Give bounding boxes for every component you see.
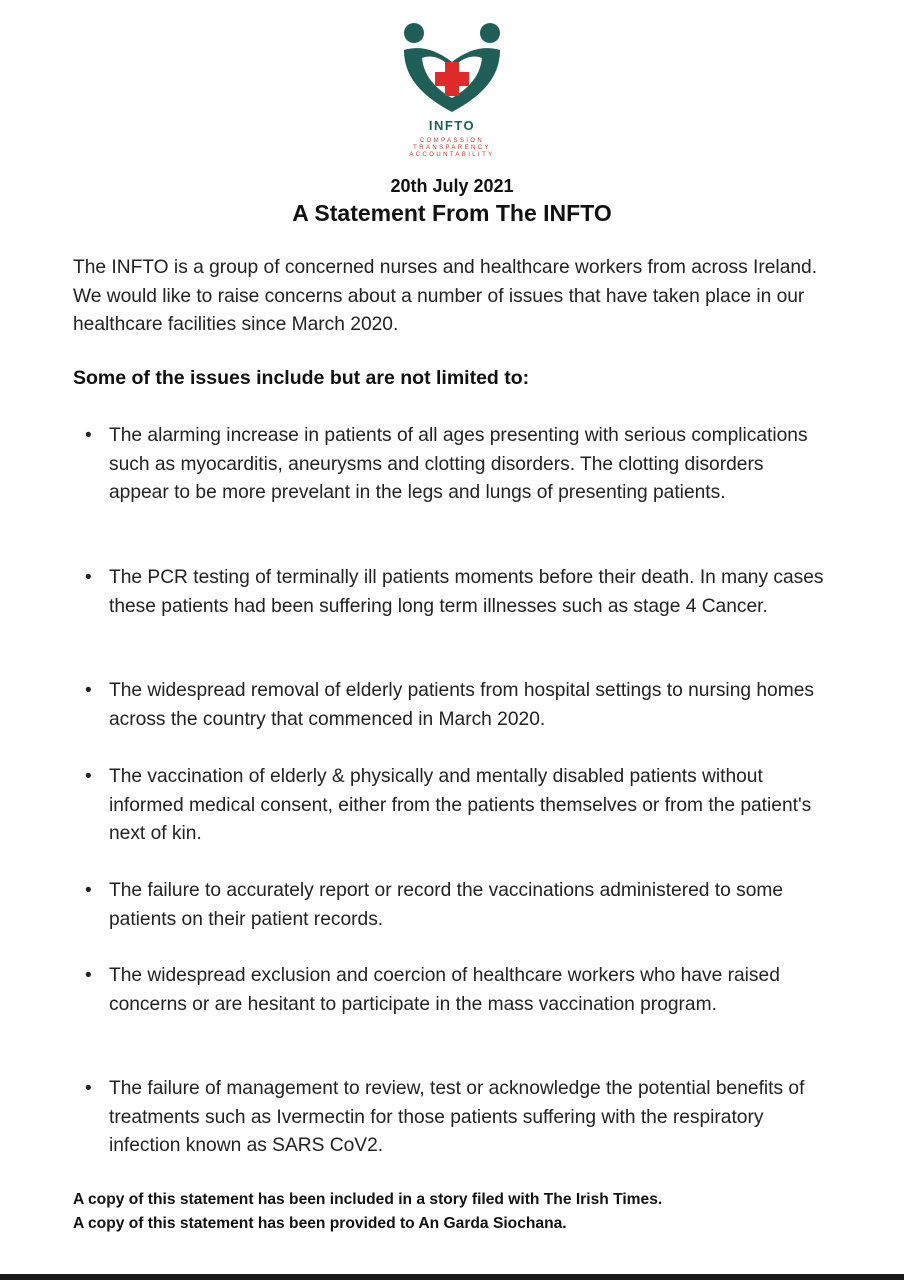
list-item	[85, 877, 825, 934]
footer-note-garda: A copy of this statement has been provided to An Garda Siochana.	[73, 1215, 567, 1232]
bullet-icon: •	[85, 1078, 92, 1099]
issue-text: The vaccination of elderly & physically and mentally disabled patients without informed medical consent, either from the patients themselves or from the patient's next of kin.	[109, 766, 812, 844]
issue-text: The failure to accurately report or record the vaccinations administered to some patients on their patient records.	[109, 880, 784, 930]
list-item	[85, 422, 825, 508]
list-item	[85, 763, 825, 849]
footer-note-irish-times: A copy of this statement has been included in a story filed with The Irish Times.	[73, 1191, 663, 1208]
statement-title: A Statement From The INFTO	[292, 200, 612, 226]
intro-paragraph: The INFTO is a group of concerned nurses and healthcare workers from across Ireland. We would like to raise concerns about a number of issues that have taken place in our healthcare facilities since March 2020.	[73, 257, 818, 335]
issues-heading: Some of the issues include but are not limited to:	[73, 367, 530, 389]
statement-date: 20th July 2021	[390, 176, 514, 196]
logo-tagline-transparency: TRANSPARENCY	[413, 145, 491, 151]
bullet-icon: •	[85, 680, 92, 701]
bottom-border	[0, 1274, 904, 1280]
logo-title: INFTO	[428, 118, 476, 133]
list-item	[85, 1075, 825, 1161]
heart-shield-cross-icon	[400, 18, 504, 114]
issue-text: The widespread exclusion and coercion of healthcare workers who have raised concerns or are hesitant to participate in the mass vaccination program.	[109, 965, 780, 1015]
logo-tagline-accountability: ACCOUNTABILITY	[409, 152, 495, 158]
issue-text: The failure of management to review, test or acknowledge the potential benefits of treatments such as Ivermectin for those patients suffering with the respiratory infection known as SARS CoV2.	[109, 1078, 805, 1156]
list-item	[85, 677, 825, 734]
bullet-icon: •	[85, 567, 92, 588]
issue-text: The widespread removal of elderly patients from hospital settings to nursing homes across the country that commenced in March 2020.	[109, 680, 814, 730]
logo-tagline-compassion: COMPASSION	[419, 138, 485, 144]
list-item	[85, 962, 825, 1019]
list-item	[85, 564, 825, 621]
bullet-icon: •	[85, 425, 92, 446]
bullet-icon: •	[85, 965, 92, 986]
bullet-icon: •	[85, 880, 92, 901]
issue-text: The PCR testing of terminally ill patients moments before their death. In many cases these patients had been suffering long term illnesses such as stage 4 Cancer.	[109, 567, 824, 617]
issue-text: The alarming increase in patients of all ages presenting with serious complications such as myocarditis, aneurysms and clotting disorders. The clotting disorders appear to be more prevelant in the legs and lungs of presenting patients.	[109, 425, 808, 503]
infto-logo	[0, 18, 904, 164]
bullet-icon: •	[85, 766, 92, 787]
